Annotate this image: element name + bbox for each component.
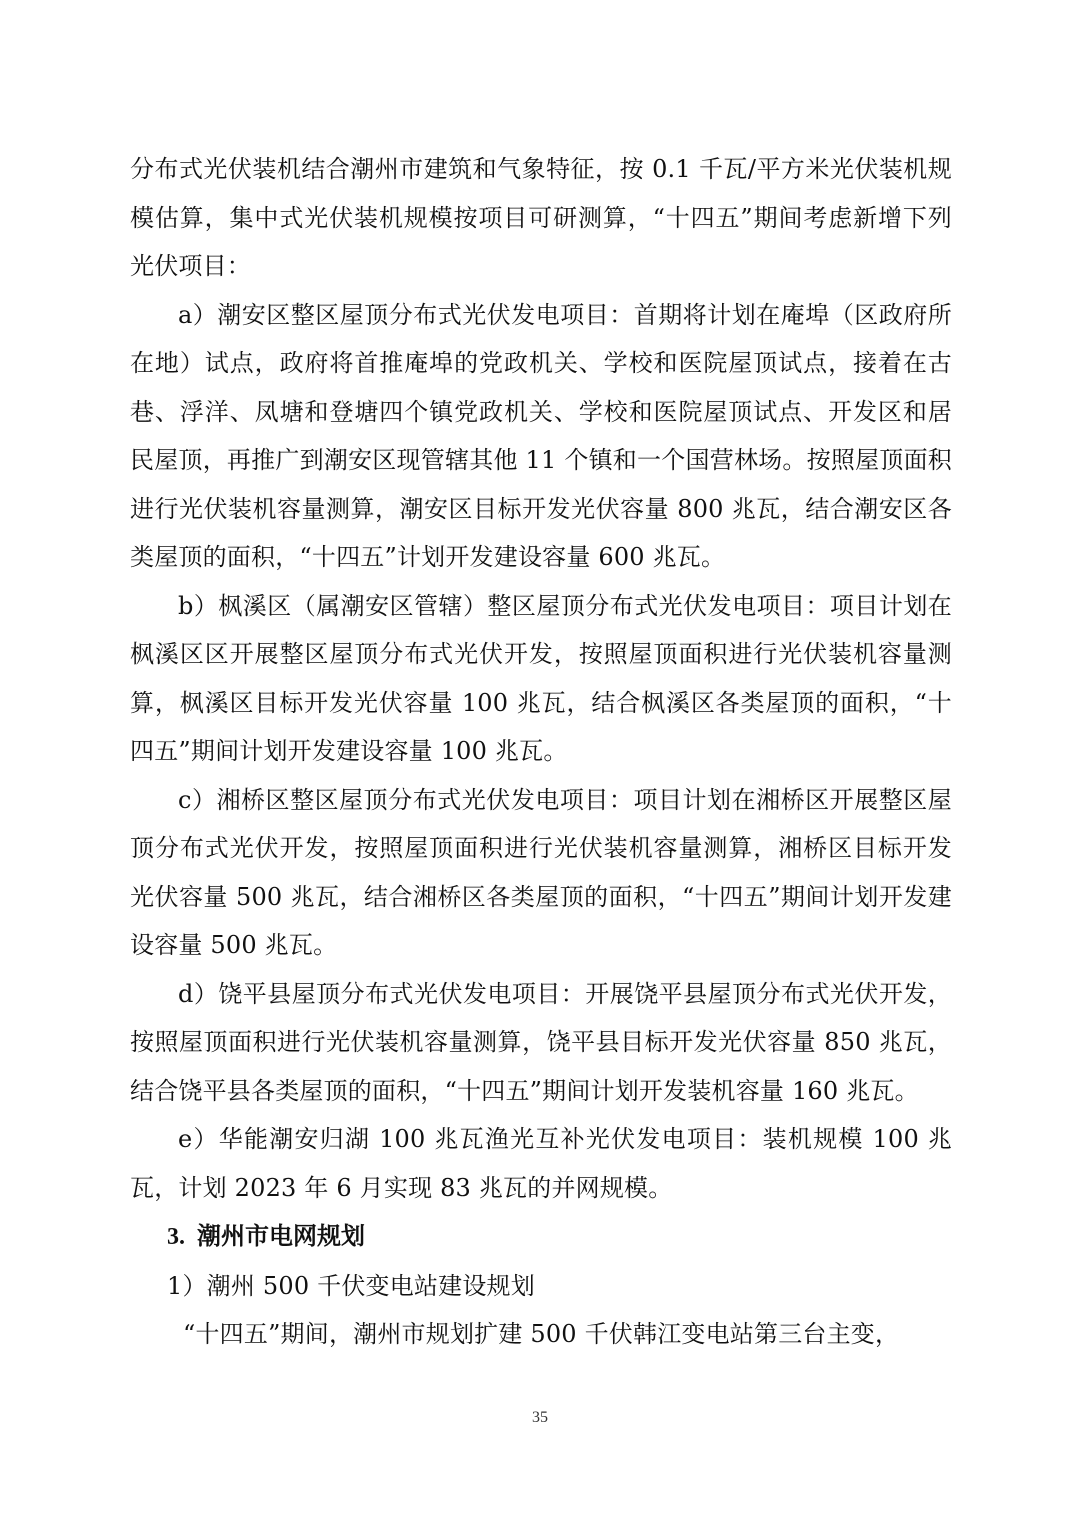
section-heading <box>130 1212 952 1262</box>
paragraph-item-a: a）潮安区整区屋顶分布式光伏发电项目：首期将计划在庵埠（区政府所在地）试点，政府将首推庵埠的党政机关、学校和医院屋顶试点，接着在古巷、浮洋、凤塘和登塘四个镇党政机关、学校和医院屋顶试点、开发区和居民屋顶，再推广到潮安区现管辖其他 11 个镇和一个国营林场。按照屋顶面积进行光伏装机容量测算，潮安区目标开发光伏容量 800 兆瓦，结合潮安区各类屋顶的面积，“十四五”计划开发建设容量 600 兆瓦。 <box>130 300 952 571</box>
paragraph-item-e: e）华能潮安归湖 100 兆瓦渔光互补光伏发电项目：装机规模 100 兆瓦，计划 2023 年 6 月实现 83 兆瓦的并网规模。 <box>130 1125 952 1202</box>
paragraph-item-c: c）湘桥区整区屋顶分布式光伏发电项目：项目计划在湘桥区开展整区屋顶分布式光伏开发，按照屋顶面积进行光伏装机容量测算，湘桥区目标开发光伏容量 500 兆瓦，结合湘桥区各类屋顶的面积，“十四五”期间计划开发建设容量 500 兆瓦。 <box>130 785 952 959</box>
paragraph-item-b: b）枫溪区（属潮安区管辖）整区屋顶分布式光伏发电项目：项目计划在枫溪区区开展整区屋顶分布式光伏开发，按照屋顶面积进行光伏装机容量测算，枫溪区目标开发光伏容量 100 兆瓦，结合枫溪区各类屋顶的面积，“十四五”期间计划开发建设容量 100 兆瓦。 <box>130 591 952 765</box>
paragraph-intro: 分布式光伏装机结合潮州市建筑和气象特征，按 0.1 千瓦/平方米光伏装机规模估算，集中式光伏装机规模按项目可研测算，“十四五”期间考虑新增下列光伏项目： <box>130 155 952 280</box>
section-title: 潮州市电网规划 <box>197 1222 365 1250</box>
paragraph-item-d: d）饶平县屋顶分布式光伏发电项目：开展饶平县屋顶分布式光伏开发，按照屋顶面积进行光伏装机容量测算，饶平县目标开发光伏容量 850 兆瓦，结合饶平县各类屋顶的面积，“十四五”期间计划开发装机容量 160 兆瓦。 <box>130 979 952 1105</box>
section-number: 3. <box>167 1224 185 1250</box>
subheading: 1）潮州 500 千伏变电站建设规划 <box>167 1271 535 1300</box>
document-body <box>130 145 952 1359</box>
paragraph-final: “十四五”期间，潮州市规划扩建 500 千伏韩江变电站第三台主变， <box>183 1320 900 1348</box>
page-number: 35 <box>532 1409 548 1426</box>
